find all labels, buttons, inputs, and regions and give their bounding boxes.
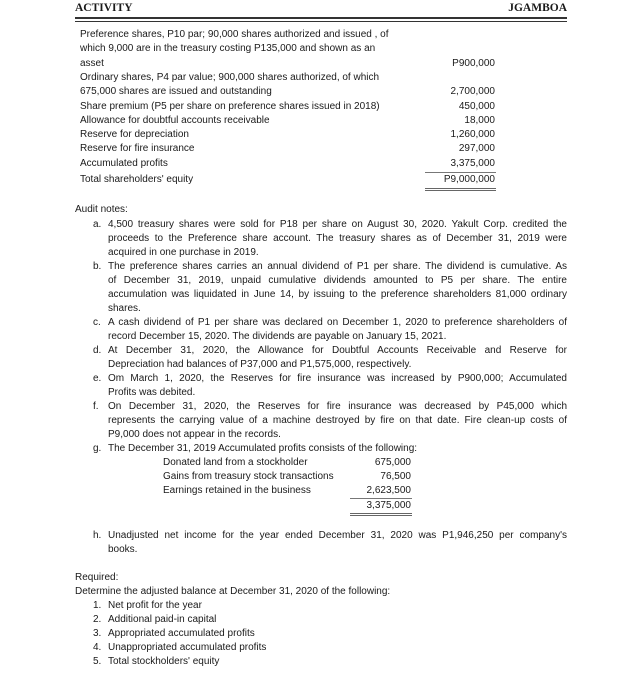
required-item-number: 1. — [93, 600, 102, 611]
required-item-text: Appropriated accumulated profits — [108, 628, 255, 639]
note-letter: g. — [93, 443, 102, 454]
equity-total-amount: P9,000,000 — [443, 174, 495, 185]
note-text-line: A cash dividend of P1 per share was declared on December 1, 2020 to preference shareholders of — [108, 317, 567, 328]
equity-row-amount: 450,000 — [458, 100, 495, 112]
note-text-line: shares. — [108, 303, 141, 314]
equity-row-amount: 1,260,000 — [450, 129, 495, 141]
note-letter: c. — [93, 317, 101, 328]
total-double-underline — [425, 188, 496, 191]
required-item-number: 4. — [93, 642, 102, 653]
note-text-line: accumulation was liquidated in June 14, by issuing to the preference shareholders 81,000 ordinary — [108, 289, 567, 300]
equity-row-label: which 9,000 are in the treasury costing P135,000 and shown as an — [80, 43, 376, 55]
equity-row-label: asset — [80, 57, 104, 69]
breakdown-amount: 2,623,500 — [366, 485, 411, 496]
note-letter: f. — [93, 401, 99, 412]
note-letter: e. — [93, 373, 102, 384]
required-item-text: Total stockholders' equity — [108, 656, 220, 667]
note-text-line: At December 31, 2020, the Allowance for Doubtful Accounts Receivable and Reserve for — [108, 345, 567, 356]
header-divider — [75, 17, 567, 22]
required-title: Required: — [75, 572, 119, 583]
equity-row-amount: P900,000 — [452, 57, 495, 69]
breakdown-amount: 675,000 — [374, 457, 411, 468]
required-item-number: 3. — [93, 628, 102, 639]
equity-row-amount: 2,700,000 — [450, 86, 495, 98]
note-letter: b. — [93, 261, 102, 272]
required-item-number: 5. — [93, 656, 102, 667]
required-item-text: Net profit for the year — [108, 600, 202, 611]
equity-row-amount: 297,000 — [458, 143, 495, 155]
note-text-line: books. — [108, 544, 138, 555]
equity-row-amount: 18,000 — [464, 114, 495, 126]
note-text-line: acquired in one purchase in 2019. — [108, 247, 259, 258]
note-text-line: represents the carrying value of a machine destroyed by fire on that date. Fire clean-up costs of — [108, 415, 567, 426]
note-letter: h. — [93, 530, 102, 541]
required-item-text: Unappropriated accumulated profits — [108, 642, 267, 653]
breakdown-double-underline — [350, 513, 412, 516]
note-text-line: record December 15, 2020. The dividends are payable on January 15, 2021. — [108, 331, 447, 342]
equity-row-label: Preference shares, P10 par; 90,000 shares authorized and issued , of — [80, 29, 389, 40]
activity-title: ACTIVITY — [75, 2, 133, 14]
equity-row-label: Share premium (P5 per share on preference shares issued in 2018) — [80, 100, 380, 112]
equity-row-label: Allowance for doubtful accounts receivable — [80, 114, 270, 126]
equity-row-label: Ordinary shares, P4 par value; 900,000 shares authorized, of which — [80, 71, 380, 83]
breakdown-amount: 76,500 — [380, 471, 411, 482]
equity-row-amount: 3,375,000 — [450, 157, 495, 169]
breakdown-label: Gains from treasury stock transactions — [163, 471, 334, 482]
note-text-line: The December 31, 2019 Accumulated profits consists of the following: — [108, 443, 418, 454]
note-text-line: Om March 1, 2020, the Reserves for fire insurance was increased by P900,000; Accumulated — [108, 373, 567, 384]
note-text-line: Profits was debited. — [108, 387, 196, 398]
note-text-line: P9,000 does not appear in the records. — [108, 429, 281, 440]
breakdown-label: Earnings retained in the business — [163, 485, 311, 496]
note-letter: d. — [93, 345, 102, 356]
breakdown-total: 3,375,000 — [366, 500, 411, 511]
required-item-number: 2. — [93, 614, 102, 625]
note-letter: a. — [93, 219, 102, 230]
equity-total-label: Total shareholders' equity — [80, 174, 194, 185]
audit-notes-title: Audit notes: — [75, 204, 128, 215]
note-text-line: On December 31, 2020, the Reserves for fire insurance was decreased by P45,000 which — [108, 401, 567, 412]
breakdown-label: Donated land from a stockholder — [163, 457, 308, 468]
note-text-line: The preference shares carries an annual dividend of P1 per share. The dividend is cumulative. As — [108, 261, 567, 272]
note-text-line: 4,500 treasury shares were sold for P18 per share on August 30, 2020. Yakult Corp. credited the — [108, 219, 567, 230]
note-text-line: Unadjusted net income for the year ended December 31, 2020 was P1,946,250 per company's — [108, 530, 567, 541]
note-text-line: proceeds to the Preference share account. The treasury shares as of December 31, 2019 were — [108, 233, 567, 244]
equity-row-label: 675,000 shares are issued and outstanding — [80, 86, 272, 98]
equity-row-label: Reserve for fire insurance — [80, 143, 195, 155]
required-item-text: Additional paid-in capital — [108, 614, 217, 625]
equity-row-label: Reserve for depreciation — [80, 129, 189, 141]
equity-row-label: Accumulated profits — [80, 157, 168, 169]
author-name: JGAMBOA — [508, 2, 567, 14]
required-instruction: Determine the adjusted balance at December 31, 2020 of the following: — [75, 586, 391, 597]
note-text-line: Depreciation had balances of P37,000 and P1,575,000, respectively. — [108, 359, 412, 370]
note-text-line: of December 31, 2019, unpaid cumulative dividends amounted to P5 per share. The entire — [108, 275, 567, 286]
